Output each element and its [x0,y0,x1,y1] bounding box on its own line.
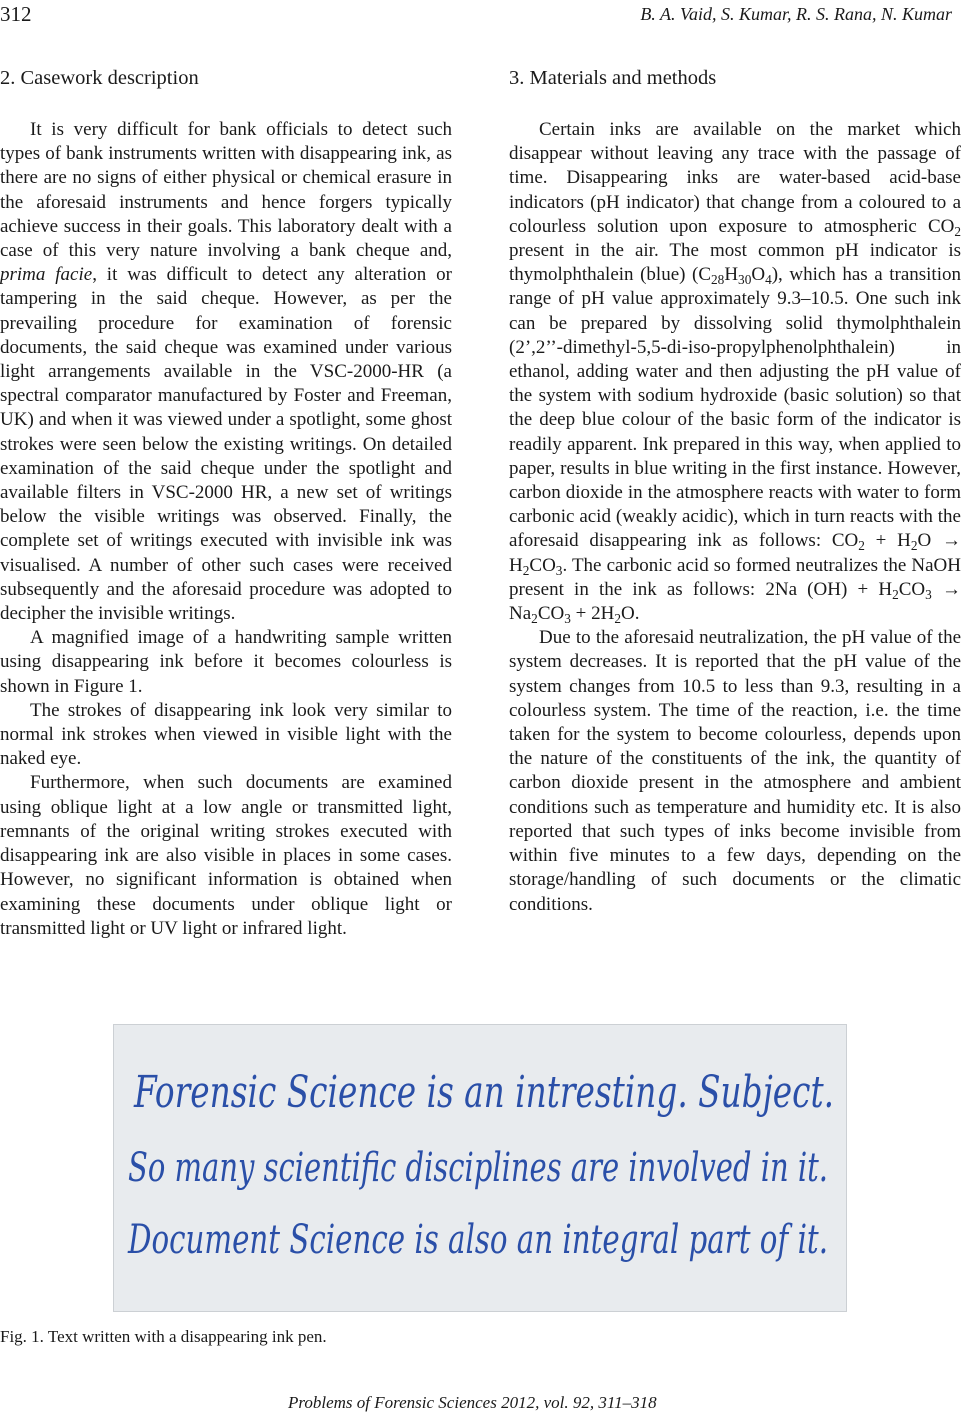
paragraph: It is very difficult for bank officials to detect such types of bank instruments written with disappearing ink, as there are no signs of either physical or chemical erasure in the aforesaid instruments and hence forgers typically achieve success in their goals. This laboratory dealt with a case of this very nature involving a bank cheque and, prima facie, it was difficult to detect any alteration or tampering in the said cheque. However, as per the prevailing procedure for examination of forensic documents, the said cheque was examined under various light arrangements available in the VSC-2000-HR (a spectral comparator manufactured by Foster and Freeman, UK) and when it was viewed under a spotlight, some ghost strokes were seen below the existing writings. On detailed examination of the said cheque under the spotlight and available filters in VSC-2000 HR, a new set of writings below the visible writings was observed. Finally, the complete set of writings executed with invisible ink was visualised. A number of other such cases were received subsequently and the aforesaid procedure was adopted to decipher the invisible writings. [0,119,452,625]
paragraph: A magnified image of a handwriting sample written using disappearing ink before it becomes colourless is shown in Figure 1. [0,627,452,697]
italic-phrase: prima facie [0,264,93,286]
running-header-authors: B. A. Vaid, S. Kumar, R. S. Rana, N. Kumar [640,4,952,24]
figure-caption: Fig. 1. Text written with a disappearing ink pen. [0,1327,327,1346]
paragraph: Furthermore, when such documents are examined using oblique light at a low angle or transmitted light, remnants of the original writing strokes executed with disappearing ink are also visible in places in some cases. However, no significant information is obtained when examining these documents under oblique light or transmitted light or UV light or infrared light. [0,772,452,939]
handwriting-photo [114,1025,846,1311]
page-number: 312 [0,2,32,26]
handwriting-line-3: Document Science is also an integral part of it. [127,1217,829,1263]
right-column [509,64,961,917]
section-heading-casework: 2. Casework description [0,67,199,89]
handwriting-line-2: So many scientific disciplines are involved in it. [128,1145,828,1191]
handwriting-line-1: Forensic Science is an intresting. Subject. [133,1067,835,1118]
left-column [0,64,452,941]
paragraph: The strokes of disappearing ink look very similar to normal ink strokes when viewed in visible light with the naked eye. [0,699,452,770]
footer-citation: Problems of Forensic Sciences 2012, vol. 92, 311–318 [288,1393,657,1412]
paragraph: Certain inks are available on the market which disappear without leaving any trace with the passage of time. Disappearing inks are water-based acid-base indicators (pH indicator) that change from a coloured to a colourless solution upon exposure to atmospheric $CO_2$ present in the air. The most common pH indicator is thymolphthalein (blue) $(C_{28}H_{30}O_4)$, which has a transition range of pH value approximately 9.3–10.5. One such ink can be prepared by dissolving solid thymolphthalein (2’,2’’-dimethyl-5,5-di-iso-propylphenolphthalein) in ethanol, adding water and then adjusting the pH value of the system with sodium hydroxide (basic solution) so that the deep blue colour of the basic form of the indicator is readily apparent. Ink prepared in this way, when applied to paper, results in blue writing in the first instance. However, carbon dioxide in the atmosphere reacts with water to form carbonic acid (weakly acidic), which in turn reacts with the aforesaid disappearing ink as follows: $CO_2 + H_2O \to H_2CO_3$. The carbonic acid so formed neutralizes the NaOH present in the ink as follows: 2Na $(OH) + H_2CO_3 \to Na_2CO_3 + 2H_2O$. [509,119,961,627]
section-heading-materials: 3. Materials and methods [509,67,717,89]
paragraph: Due to the aforesaid neutralization, the pH value of the system decreases. It is reported that the pH value of the system changes from 10.5 to less than 9.3, resulting in a colourless system. The time of the reaction, i.e. the time taken for the system to become colourless, depends upon the nature of the constituents of the ink, the quantity of carbon dioxide present in the atmosphere and ambient conditions such as temperature and humidity etc. It is also reported that such types of inks become invisible from within five minutes to a few days, depending on the storage/handling of such documents or the climatic conditions. [509,627,961,915]
figure-handwriting-image [113,1024,847,1312]
